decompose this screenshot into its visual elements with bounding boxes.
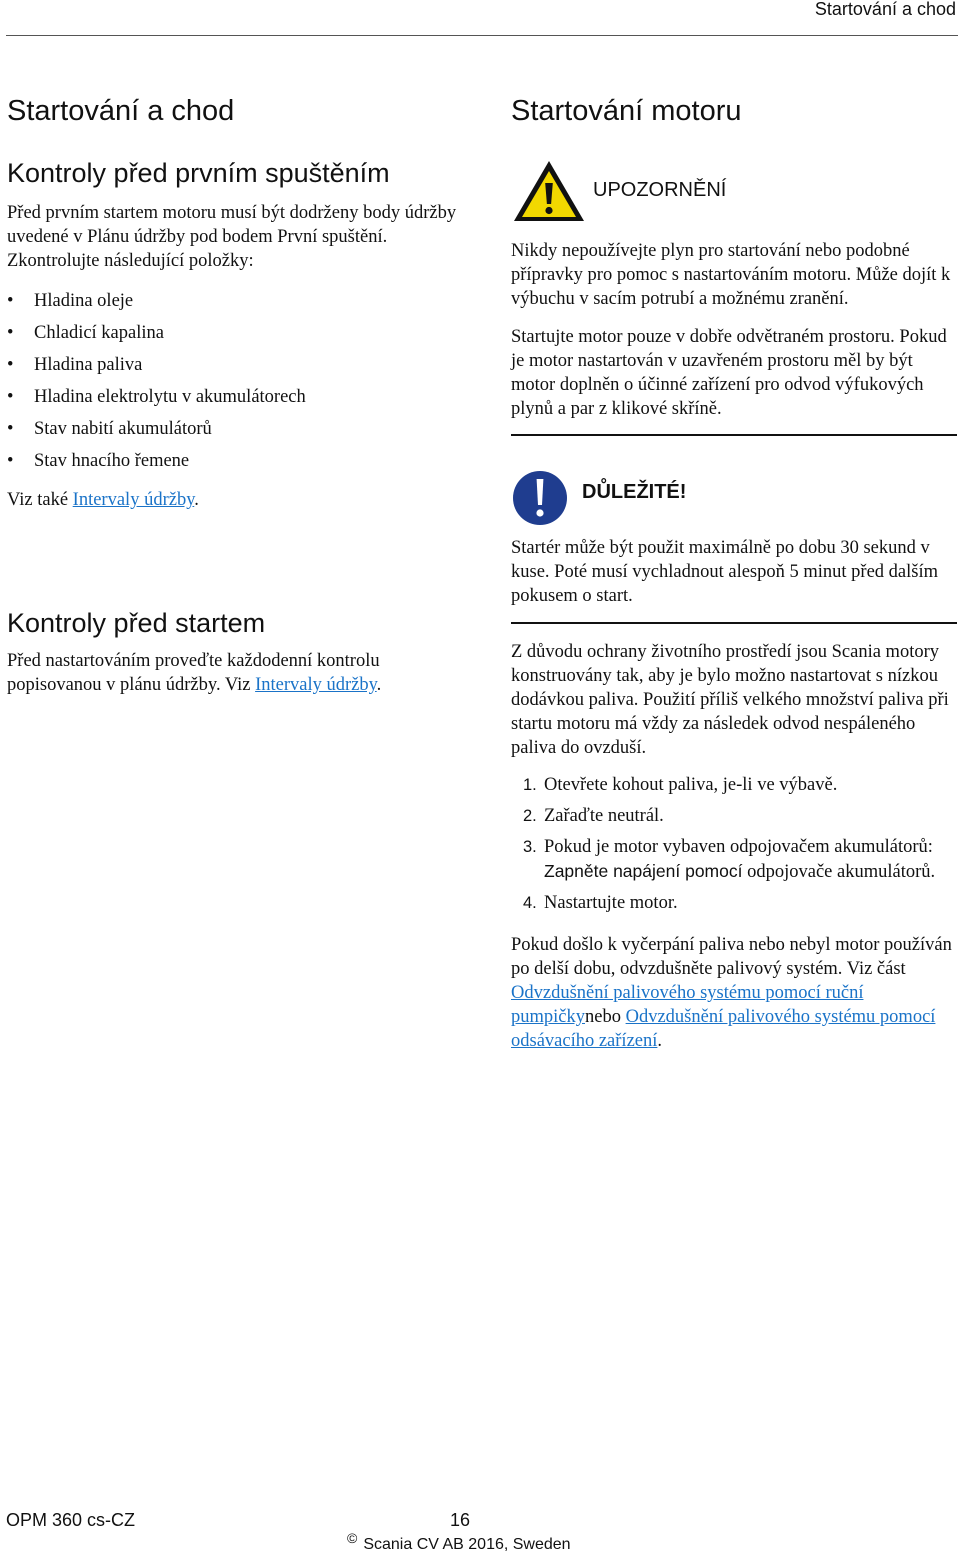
header-divider: [6, 35, 958, 36]
bullet: •: [7, 387, 14, 407]
list-item-text: Hladina elektrolytu v akumulátorech: [34, 387, 306, 407]
bullet: •: [7, 419, 14, 439]
section-heading-first-start-checks: Kontroly před prvním spuštěním: [7, 158, 390, 188]
pre-start-suffix: .: [376, 675, 382, 695]
link-bleed-suction-device[interactable]: Odvzdušnění palivového systému pomocí odsávacího zařízení: [511, 1007, 936, 1051]
check-list: [7, 285, 477, 477]
running-header: Startování a chod: [814, 0, 956, 19]
bullet: •: [7, 451, 14, 471]
link-bleed-hand-pump[interactable]: Odvzdušnění palivového systému pomocí ruční pumpičky: [511, 983, 864, 1027]
step-text: Otevřete kohout paliva, je-li ve výbavě.: [544, 775, 838, 795]
footer-copyright: [347, 1530, 571, 1554]
fuel-bleed-paragraph: [511, 933, 957, 1053]
list-item: [7, 349, 477, 381]
important-divider: [511, 622, 957, 624]
step-item: [511, 773, 957, 797]
step-text-sans: Zapněte napájení pomocí: [544, 861, 743, 881]
left-column: [7, 93, 477, 697]
copyright-text: Scania CV AB 2016, Sweden: [363, 1536, 571, 1553]
important-exclamation-icon: [512, 470, 568, 526]
step-number: 1.: [523, 776, 537, 794]
step-text: Pokud je motor vybaven odpojovačem akumulátorů:: [544, 837, 933, 857]
environment-paragraph: Z důvodu ochrany životního prostředí jsou Scania motory konstruovány tak, aby je bylo možno nastartovat s nízkou dodávkou paliva. Použití příliš velkého množství paliva při startu motoru má vždy za následek odvod nespáleného paliva do ovzduší.: [511, 642, 949, 758]
warning-notice-header: [511, 156, 957, 226]
step-text-tail: odpojovače akumulátorů.: [742, 862, 936, 882]
warning-text-2: Startujte motor pouze v dobře odvětraném prostoru. Pokud je motor nastartován v uzavřeném prostoru měl by být motor doplněn o účinné zařízení pro odvod výfukových plynů a par z klikové skříně.: [511, 327, 947, 419]
pre-start-text: Před nastartováním proveďte každodenní kontrolu popisovanou v plánu údržby. Viz: [7, 651, 380, 695]
fuel-text: Pokud došlo k vyčerpání paliva nebo nebyl motor používán po delší dobu, odvzdušněte palivový systém. Viz část: [511, 935, 952, 979]
step-number: 3.: [523, 838, 537, 856]
copyright-symbol: ©: [347, 1530, 358, 1546]
warning-title: UPOZORNĚNÍ: [593, 178, 727, 201]
warning-triangle-icon: [511, 158, 587, 224]
step-item: [511, 891, 957, 915]
bullet: •: [7, 323, 14, 343]
warning-text-1: Nikdy nepoužívejte plyn pro startování nebo podobné přípravky pro pomoc s nastartováním motoru. Může dojít k výbuchu v sacím potrubí a možnému zranění.: [511, 241, 951, 309]
see-also-suffix: .: [194, 490, 199, 510]
list-item: [7, 285, 477, 317]
list-item-text: Chladicí kapalina: [34, 323, 164, 343]
step-item: [511, 804, 957, 828]
footer-page-number: 16: [450, 1510, 471, 1530]
step-text: Nastartujte motor.: [544, 893, 678, 913]
footer-document-code: OPM 360 cs-CZ: [6, 1510, 136, 1530]
bullet: •: [7, 355, 14, 375]
see-also-paragraph: [7, 488, 477, 512]
page-title: Startování a chod: [7, 95, 235, 127]
important-title: DŮLEŽITÉ!: [582, 480, 687, 503]
start-steps-list: [511, 773, 957, 915]
list-item: [7, 413, 477, 445]
list-item: [7, 445, 477, 477]
important-notice-header: [511, 468, 957, 528]
fuel-suffix: .: [657, 1031, 663, 1051]
important-text: Startér může být použit maximálně po dobu 30 sekund v kuse. Poté musí vychladnout alespoň 5 minut před dalším pokusem o start.: [511, 538, 938, 606]
section-intro-text: Před prvním startem motoru musí být dodrženy body údržby uvedené v Plánu údržby pod bodem První spuštění. Zkontrolujte následující položky:: [7, 203, 457, 271]
section-heading-pre-start-checks: Kontroly před startem: [7, 608, 266, 638]
list-item-text: Hladina oleje: [34, 291, 134, 311]
see-also-prefix: Viz také: [7, 490, 73, 510]
right-column: [511, 93, 957, 1053]
warning-divider: [511, 434, 957, 436]
fuel-middle: nebo: [585, 1007, 626, 1027]
step-item: [511, 835, 957, 884]
step-number: 4.: [523, 894, 537, 912]
link-maintenance-intervals[interactable]: Intervaly údržby: [72, 490, 195, 510]
bullet: •: [7, 291, 14, 311]
section-title-engine-start: Startování motoru: [511, 95, 742, 127]
pre-start-paragraph: [7, 649, 477, 697]
step-number: 2.: [523, 807, 537, 825]
list-item-text: Stav nabití akumulátorů: [34, 419, 212, 439]
list-item-text: Stav hnacího řemene: [34, 451, 190, 471]
list-item: [7, 381, 477, 413]
list-item: [7, 317, 477, 349]
link-maintenance-intervals-2[interactable]: Intervaly údržby: [255, 675, 377, 695]
list-item-text: Hladina paliva: [34, 355, 143, 375]
step-text: Zařaďte neutrál.: [544, 806, 664, 826]
